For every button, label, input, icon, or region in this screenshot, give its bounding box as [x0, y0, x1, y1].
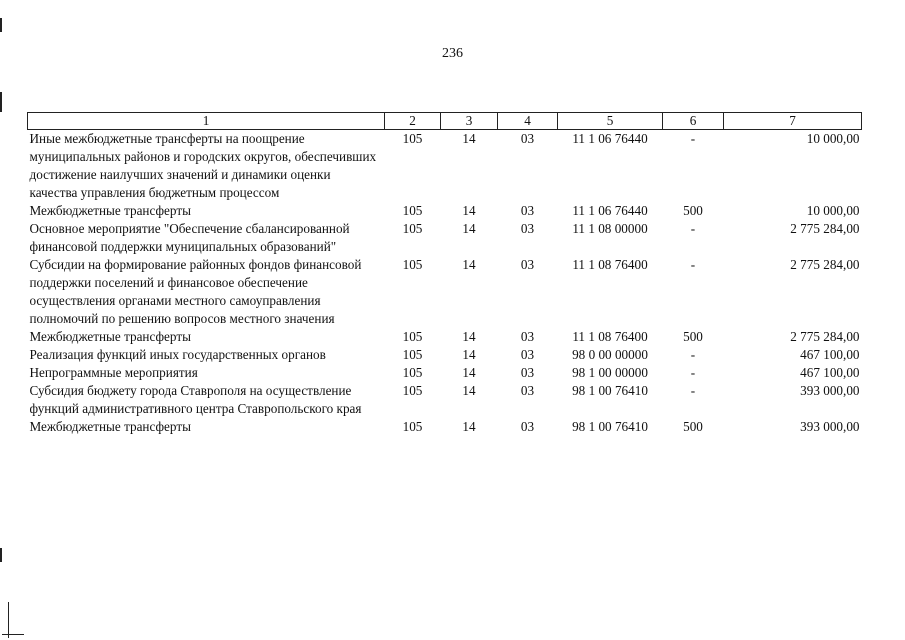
table-row — [28, 220, 862, 256]
row-name: Реализация функций иных государственных органов — [29, 347, 326, 362]
row-subsection-code: 03 — [520, 221, 535, 236]
row-target-code: 98 0 00 00000 — [572, 347, 648, 362]
row-section-code: 14 — [462, 329, 476, 344]
row-expense-type: - — [690, 221, 696, 236]
row-expense-type: 500 — [683, 419, 703, 434]
row-section-code: 14 — [462, 365, 476, 380]
row-ministry-code: 105 — [402, 221, 423, 236]
column-header-1: 1 — [28, 113, 385, 130]
row-amount: 393 000,00 — [800, 383, 860, 398]
table-row — [28, 346, 862, 364]
row-subsection-code: 03 — [520, 347, 535, 362]
row-ministry-code: 105 — [402, 365, 423, 380]
column-header-7: 7 — [724, 113, 862, 130]
table-row — [28, 130, 862, 203]
scan-artifact — [0, 92, 2, 112]
table-row — [28, 382, 862, 418]
page-number: 236 — [442, 46, 463, 61]
budget-table — [27, 112, 862, 436]
table-row — [28, 364, 862, 382]
table-row — [28, 328, 862, 346]
row-expense-type: - — [690, 257, 696, 272]
row-expense-type: 500 — [683, 203, 703, 218]
row-name: Субсидии на формирование районных фондов финансовой поддержки поселений и финансовое обеспечение осуществления органами местного самоуправления полномочий по решению вопросов местного значения — [29, 257, 362, 326]
row-target-code: 11 1 08 76400 — [572, 257, 648, 272]
column-header-6: 6 — [663, 113, 724, 130]
row-expense-type: - — [690, 365, 696, 380]
row-ministry-code: 105 — [402, 419, 423, 434]
row-ministry-code: 105 — [402, 329, 423, 344]
scan-artifact — [2, 634, 24, 635]
row-ministry-code: 105 — [402, 383, 423, 398]
row-ministry-code: 105 — [402, 347, 423, 362]
row-name: Межбюджетные трансферты — [29, 419, 191, 434]
row-name: Межбюджетные трансферты — [29, 329, 191, 344]
row-subsection-code: 03 — [520, 203, 535, 218]
table-row — [28, 202, 862, 220]
row-expense-type: - — [690, 383, 696, 398]
row-amount: 10 000,00 — [806, 131, 860, 146]
row-name: Иные межбюджетные трансферты на поощрение муниципальных районов и городских округов, обеспечивших достижение наилучших значений и динамики оценки качества управления бюджетным процессом — [29, 131, 377, 200]
row-amount: 393 000,00 — [800, 419, 860, 434]
row-subsection-code: 03 — [520, 131, 535, 146]
scan-artifact — [0, 548, 2, 562]
row-target-code: 98 1 00 76410 — [572, 419, 648, 434]
row-amount: 10 000,00 — [806, 203, 860, 218]
column-header-4: 4 — [498, 113, 558, 130]
row-target-code: 11 1 08 00000 — [572, 221, 648, 236]
row-name: Межбюджетные трансферты — [29, 203, 191, 218]
row-expense-type: - — [690, 347, 696, 362]
row-section-code: 14 — [462, 221, 476, 236]
row-expense-type: - — [690, 131, 696, 146]
table-row — [28, 418, 862, 436]
column-header-3: 3 — [441, 113, 498, 130]
row-section-code: 14 — [462, 347, 476, 362]
table-header-row — [28, 113, 862, 130]
row-section-code: 14 — [462, 131, 476, 146]
row-amount: 2 775 284,00 — [790, 221, 860, 236]
scan-artifact — [0, 18, 2, 32]
row-section-code: 14 — [462, 383, 476, 398]
row-ministry-code: 105 — [402, 131, 423, 146]
column-header-2: 2 — [385, 113, 441, 130]
row-subsection-code: 03 — [520, 383, 535, 398]
row-amount: 2 775 284,00 — [790, 257, 860, 272]
row-section-code: 14 — [462, 419, 476, 434]
row-amount: 467 100,00 — [800, 365, 860, 380]
row-amount: 2 775 284,00 — [790, 329, 860, 344]
row-expense-type: 500 — [683, 329, 703, 344]
row-subsection-code: 03 — [520, 329, 535, 344]
row-target-code: 98 1 00 76410 — [572, 383, 648, 398]
row-name: Основное мероприятие "Обеспечение сбалансированной финансовой поддержки муниципальных образований" — [29, 221, 350, 254]
scan-artifact — [8, 602, 9, 638]
row-section-code: 14 — [462, 257, 476, 272]
row-target-code: 11 1 06 76440 — [572, 131, 648, 146]
table-row — [28, 256, 862, 328]
row-target-code: 11 1 08 76400 — [572, 329, 648, 344]
row-target-code: 11 1 06 76440 — [572, 203, 648, 218]
row-subsection-code: 03 — [520, 365, 535, 380]
row-name: Непрограммные мероприятия — [29, 365, 198, 380]
row-ministry-code: 105 — [402, 257, 423, 272]
row-subsection-code: 03 — [520, 257, 535, 272]
row-target-code: 98 1 00 00000 — [572, 365, 648, 380]
row-subsection-code: 03 — [520, 419, 535, 434]
row-name: Субсидия бюджету города Ставрополя на осуществление функций административного центра Ставропольского края — [29, 383, 362, 416]
row-amount: 467 100,00 — [800, 347, 860, 362]
column-header-5: 5 — [558, 113, 663, 130]
row-ministry-code: 105 — [402, 203, 423, 218]
row-section-code: 14 — [462, 203, 476, 218]
